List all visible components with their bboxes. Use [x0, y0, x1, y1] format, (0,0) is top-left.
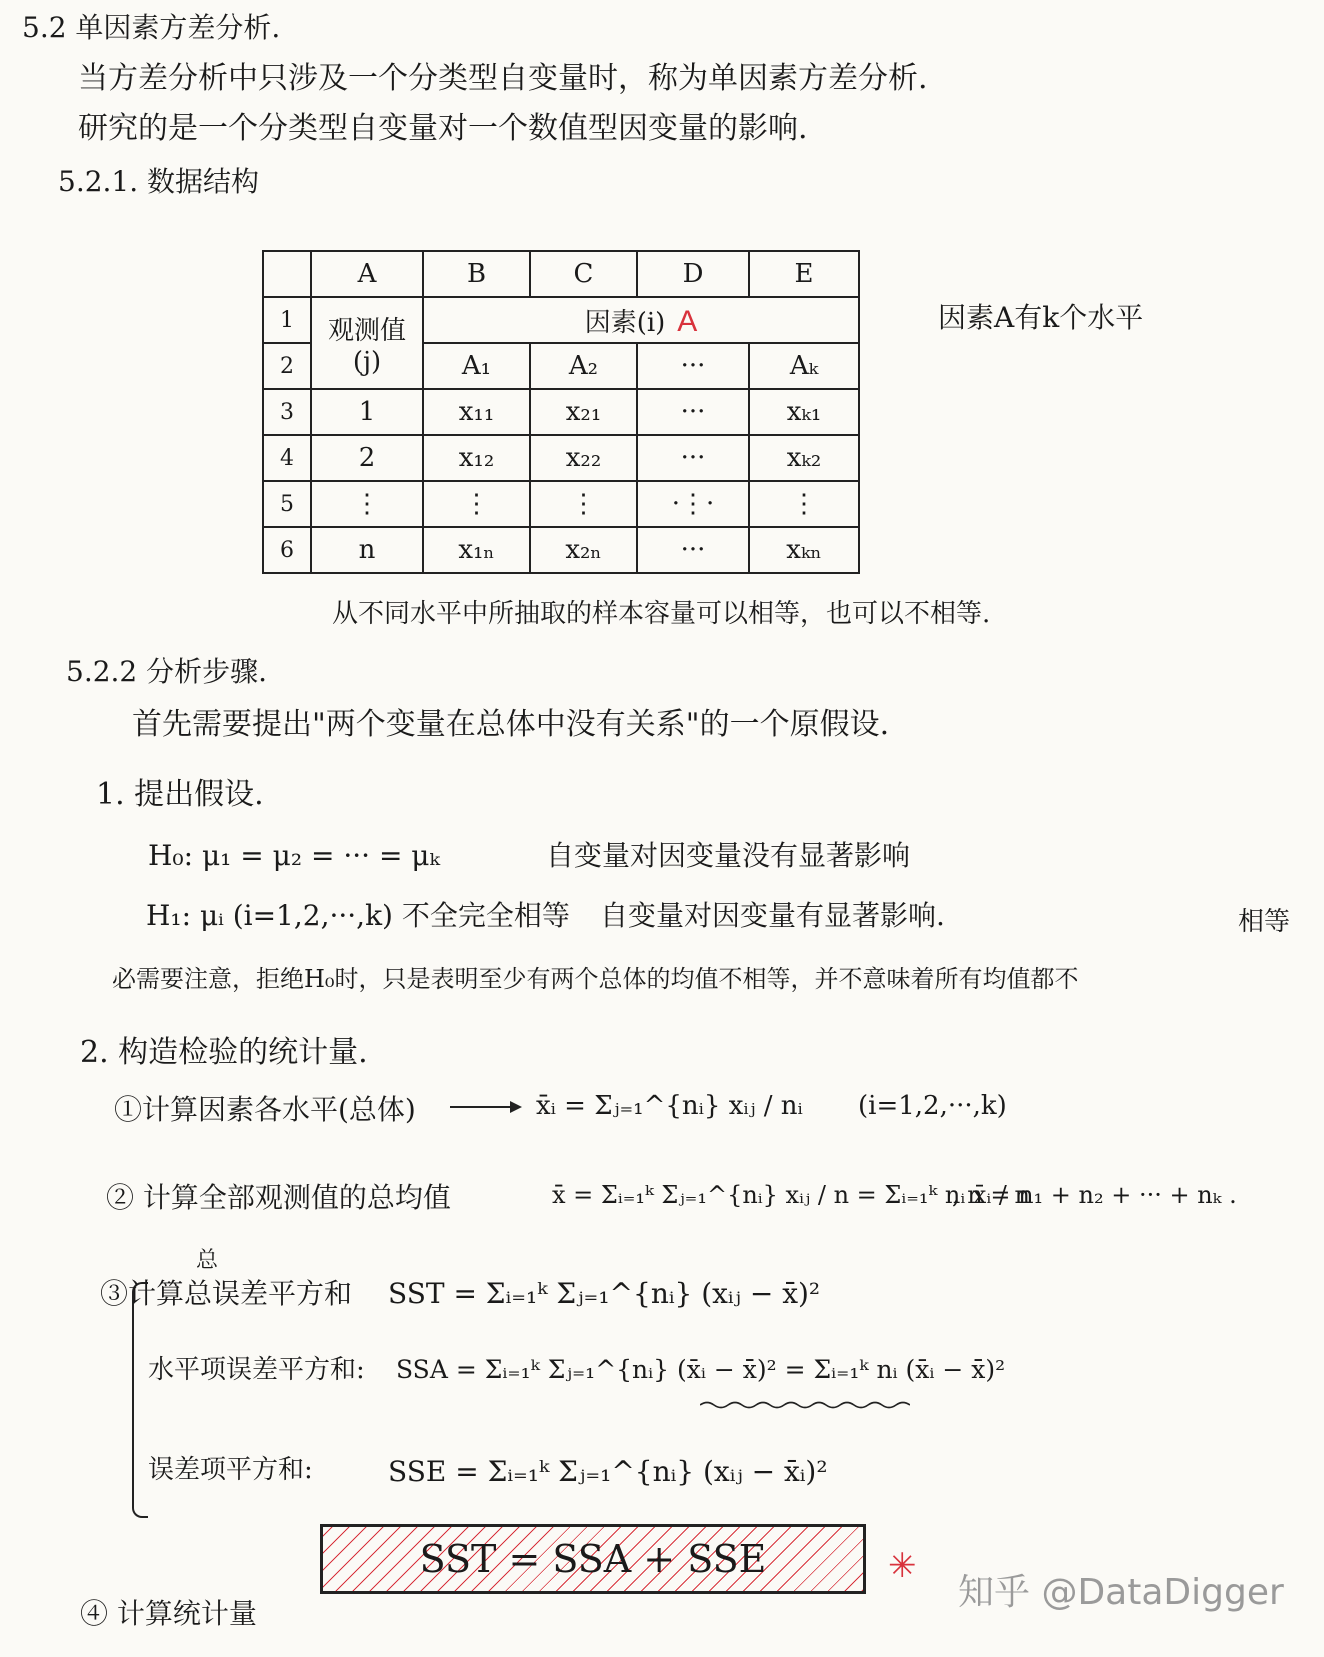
subsection-title-data-structure: 5.2.1. 数据结构	[58, 165, 260, 198]
observation-label-cell	[311, 297, 423, 389]
ssa-label: 水平项误差平方和:	[148, 1355, 365, 1385]
level-mean-label: ①计算因素各水平(总体)	[114, 1093, 416, 1126]
table-cell: ···	[637, 527, 749, 573]
table-cell: x₁₁	[423, 389, 530, 435]
table-cell: xₖ₁	[749, 389, 859, 435]
table-cell: ···	[637, 343, 749, 389]
section-title: 5.2 单因素方差分析.	[22, 11, 281, 44]
step-compute-statistic: ④ 计算统计量	[80, 1597, 257, 1630]
level-mean-formula: x̄ᵢ = Σⱼ₌₁^{nᵢ} xᵢⱼ / nᵢ	[536, 1091, 803, 1121]
table-cell: ⋮	[311, 481, 423, 527]
table-cell: ⋮	[530, 481, 637, 527]
table-cell: x₂₁	[530, 389, 637, 435]
identity-box	[320, 1524, 866, 1594]
col-header-e: E	[749, 251, 859, 297]
table-cell: ···	[637, 389, 749, 435]
subsection-title-analysis-steps: 5.2.2 分析步骤.	[66, 655, 268, 688]
grand-mean-label: ② 计算全部观测值的总均值	[106, 1181, 451, 1214]
table-corner-cell	[263, 251, 311, 297]
brace-bracket	[132, 1282, 148, 1518]
col-header-d: D	[637, 251, 749, 297]
factor-header-cell	[423, 297, 859, 343]
table-header-row	[263, 251, 859, 297]
table-row	[263, 435, 859, 481]
table-cell: ···	[637, 435, 749, 481]
observation-label: 观测值	[327, 315, 406, 346]
table-row	[263, 297, 859, 343]
factor-levels-note: 因素A有k个水平	[938, 301, 1144, 334]
hypothesis-h1-note: 自变量对因变量有显著影响.	[600, 899, 945, 932]
row-number: 6	[263, 527, 311, 573]
col-header-a: A	[311, 251, 423, 297]
caution-note: 必需要注意，拒绝H₀时，只是表明至少有两个总体的均值不相等，并不意味着所有均值都不	[112, 965, 1079, 993]
table-cell: x₂₂	[530, 435, 637, 481]
star-icon: ✳	[888, 1546, 917, 1586]
table-cell: 1	[311, 389, 423, 435]
data-structure-table	[262, 250, 860, 574]
col-header-b: B	[423, 251, 530, 297]
table-cell: n	[311, 527, 423, 573]
ssa-formula: SSA = Σᵢ₌₁ᵏ Σⱼ₌₁^{nᵢ} (x̄ᵢ − x̄̄)² = Σᵢ₌₁ᵏ nᵢ (x̄ᵢ − x̄̄)²	[396, 1355, 1006, 1384]
table-cell: A₁	[423, 343, 530, 389]
row-number: 1	[263, 297, 311, 343]
sst-label: ③计算总误差平方和	[100, 1277, 353, 1310]
sse-formula: SSE = Σᵢ₌₁ᵏ Σⱼ₌₁^{nᵢ} (xᵢⱼ − x̄ᵢ)²	[388, 1455, 828, 1488]
table-cell: x₁₂	[423, 435, 530, 481]
row-number: 5	[263, 481, 311, 527]
intro-line-2: 研究的是一个分类型自变量对一个数值型因变量的影响.	[78, 111, 808, 146]
factor-label: 因素(i)	[584, 307, 666, 338]
table-cell: A₂	[530, 343, 637, 389]
observation-index: (j)	[352, 346, 382, 377]
analysis-intro: 首先需要提出"两个变量在总体中没有关系"的一个原假设.	[132, 707, 890, 742]
row-number: 4	[263, 435, 311, 481]
hypothesis-h0: H₀: μ₁ = μ₂ = ··· = μₖ	[148, 839, 440, 872]
caution-continuation: 相等	[1238, 907, 1291, 937]
wavy-underline	[700, 1400, 910, 1410]
table-cell: ⋮	[749, 481, 859, 527]
row-number: 3	[263, 389, 311, 435]
table-cell: xₖₙ	[749, 527, 859, 573]
table-row	[263, 527, 859, 573]
sse-label: 误差项平方和:	[148, 1455, 313, 1485]
col-header-c: C	[530, 251, 637, 297]
table-cell: Aₖ	[749, 343, 859, 389]
total-annotation: 总	[196, 1248, 219, 1273]
sum-of-squares-identity: SST = SSA + SSE	[419, 1537, 767, 1581]
level-mean-range: (i=1,2,···,k)	[858, 1091, 1007, 1121]
row-number: 2	[263, 343, 311, 389]
step2-title: 2. 构造检验的统计量.	[80, 1035, 368, 1070]
right-arrow-icon	[450, 1106, 520, 1108]
table-cell: xₖ₂	[749, 435, 859, 481]
factor-letter: A	[677, 304, 698, 338]
table-cell: x₁ₙ	[423, 527, 530, 573]
sample-size-sum: , n = n₁ + n₂ + ··· + nₖ .	[952, 1181, 1237, 1209]
table-cell: ·⋮·	[637, 481, 749, 527]
table-row	[263, 389, 859, 435]
hypothesis-h1: H₁: μᵢ (i=1,2,···,k) 不全完全相等	[146, 899, 570, 932]
grand-mean-formula: x̄̄ = Σᵢ₌₁ᵏ Σⱼ₌₁^{nᵢ} xᵢⱼ / n = Σᵢ₌₁ᵏ nᵢ x̄ᵢ / n	[552, 1181, 1030, 1209]
table-cell: ⋮	[423, 481, 530, 527]
sst-formula: SST = Σᵢ₌₁ᵏ Σⱼ₌₁^{nᵢ} (xᵢⱼ − x̄̄)²	[388, 1277, 821, 1310]
table-caption: 从不同水平中所抽取的样本容量可以相等，也可以不相等.	[332, 599, 991, 629]
table-cell: x₂ₙ	[530, 527, 637, 573]
table-cell: 2	[311, 435, 423, 481]
watermark: 知乎 @DataDigger	[958, 1572, 1284, 1613]
step1-title: 1. 提出假设.	[96, 777, 264, 812]
hypothesis-h0-note: 自变量对因变量没有显著影响	[546, 839, 911, 872]
intro-line-1: 当方差分析中只涉及一个分类型自变量时，称为单因素方差分析.	[78, 61, 928, 96]
table-row	[263, 481, 859, 527]
